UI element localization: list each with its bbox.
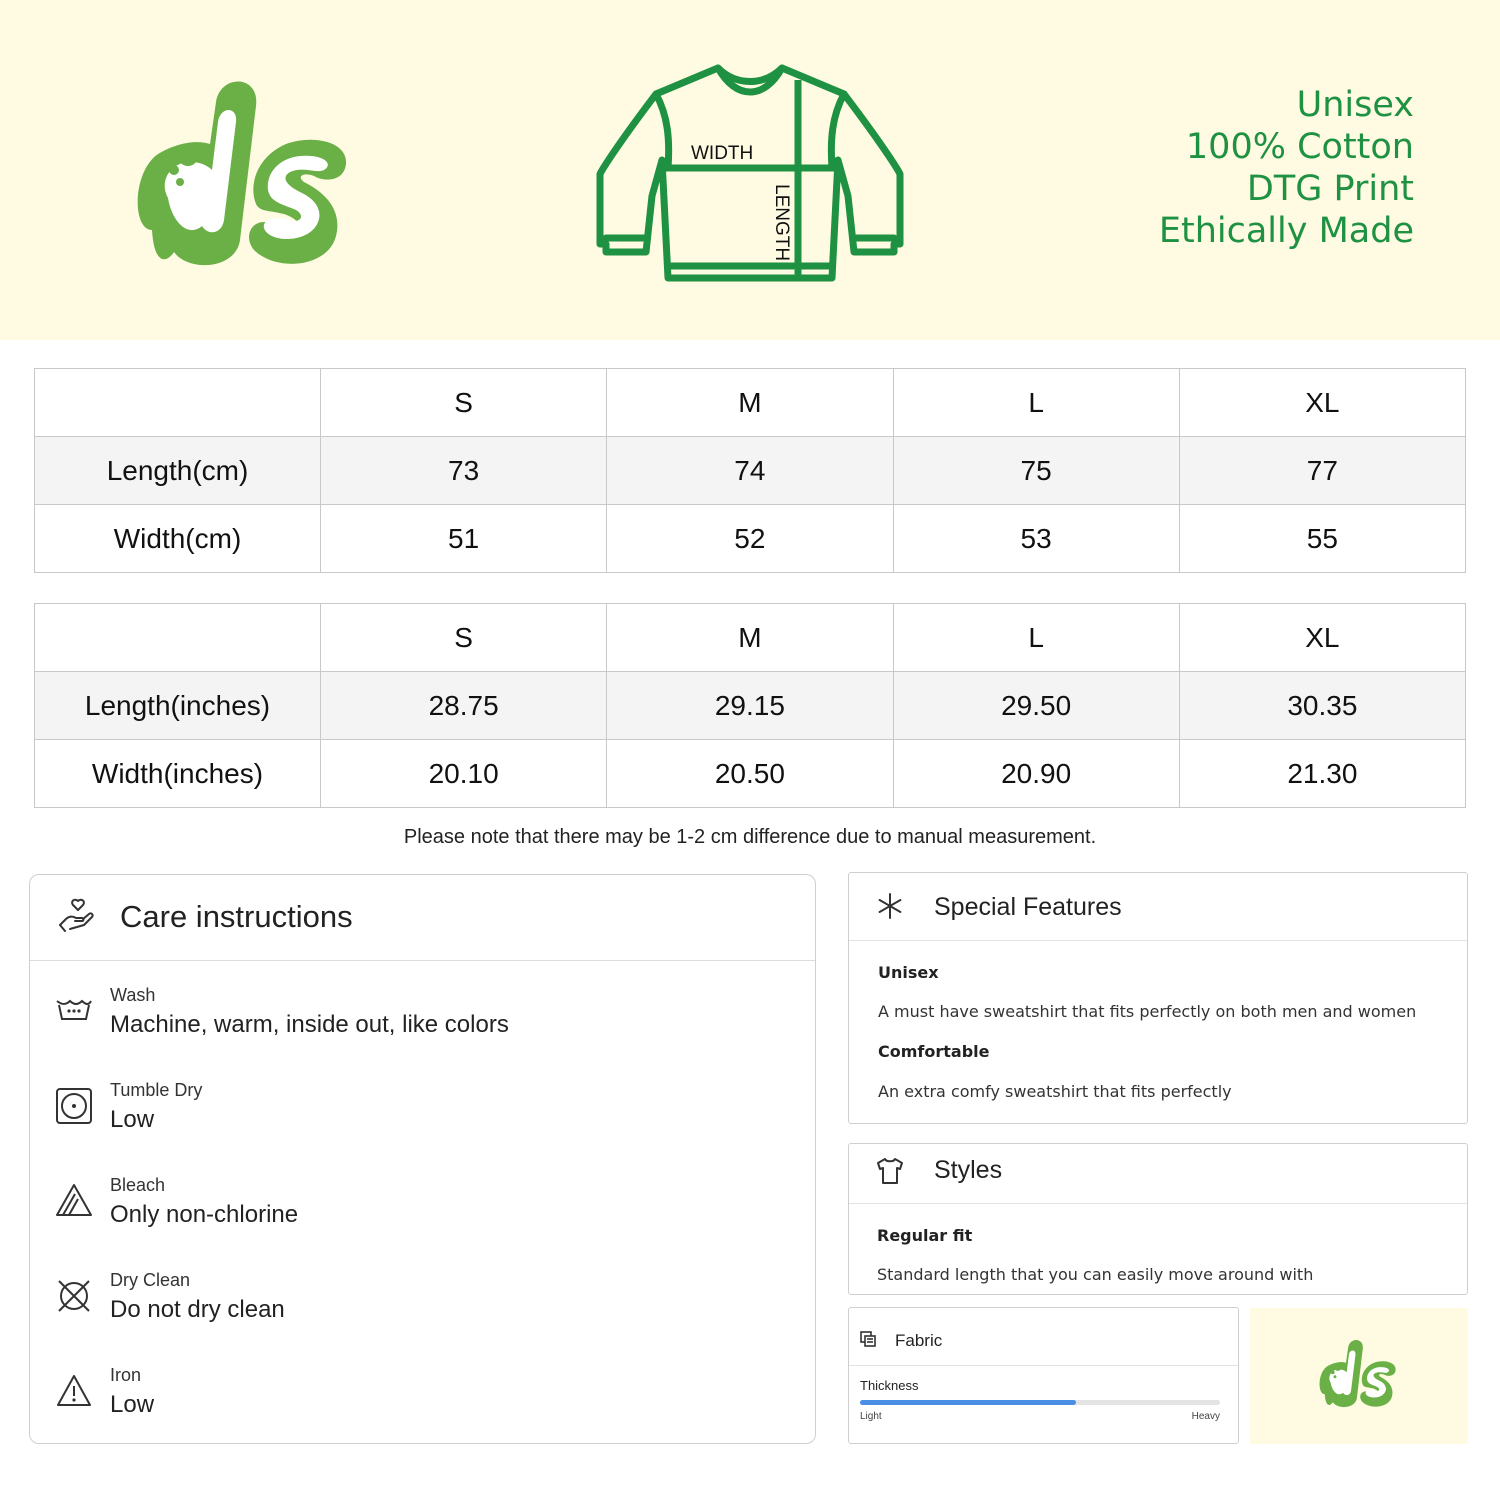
feature-line: 100% Cotton	[1185, 127, 1414, 167]
table-header-row	[35, 369, 1466, 437]
feature-desc: An extra comfy sweatshirt that fits perfectly	[878, 1082, 1232, 1101]
care-label: Tumble Dry	[110, 1080, 203, 1100]
feature-title: Comfortable	[878, 1042, 990, 1061]
special-title: Special Features	[934, 893, 1122, 921]
care-label: Wash	[110, 985, 156, 1005]
feature-line: DTG Print	[1246, 169, 1414, 209]
table-cell: 53	[893, 505, 1179, 573]
table-cell: 21.30	[1179, 740, 1465, 808]
styles-panel	[848, 1143, 1468, 1295]
measurement-note: Please note that there may be 1-2 cm difference due to manual measurement.	[403, 826, 1097, 848]
table-cell: 77	[1179, 437, 1465, 505]
no-dry-clean-icon	[54, 1276, 94, 1316]
care-item-tumble-dry	[30, 1080, 815, 1160]
size-table-cm	[34, 368, 1466, 573]
care-item-wash	[30, 985, 815, 1065]
row-label: Width(inches)	[35, 740, 321, 808]
care-item-iron	[30, 1365, 815, 1445]
fit-title: Regular fit	[877, 1226, 973, 1245]
table-cell: 74	[607, 437, 893, 505]
table-cell: 52	[607, 505, 893, 573]
size-header: XL	[1179, 604, 1465, 672]
length-label: LENGTH	[771, 184, 792, 262]
size-header: L	[893, 604, 1179, 672]
care-label: Dry Clean	[110, 1270, 191, 1290]
table-cell: 51	[321, 505, 607, 573]
ds-logo-small	[1316, 1336, 1400, 1412]
fabric-title: Fabric	[895, 1331, 943, 1350]
care-label: Iron	[110, 1365, 142, 1385]
layers-icon	[859, 1330, 879, 1350]
care-value: Do not dry clean	[110, 1296, 285, 1323]
header-banner	[0, 0, 1500, 340]
care-value: Only non-chlorine	[110, 1201, 299, 1228]
thickness-min-label: Light	[860, 1411, 882, 1422]
table-cell: 73	[321, 437, 607, 505]
table-header-row	[35, 604, 1466, 672]
table-cell: 29.15	[607, 672, 893, 740]
care-label: Bleach	[110, 1175, 166, 1195]
care-value: Low	[110, 1106, 155, 1133]
care-title: Care instructions	[120, 899, 353, 934]
care-value: Machine, warm, inside out, like colors	[110, 1011, 509, 1038]
table-row	[35, 672, 1466, 740]
table-cell: 30.35	[1179, 672, 1465, 740]
thickness-fill	[860, 1400, 1076, 1405]
table-cell: 55	[1179, 505, 1465, 573]
care-header	[30, 875, 815, 961]
table-row	[35, 437, 1466, 505]
ds-logo	[128, 72, 358, 277]
bleach-triangle-icon	[54, 1181, 94, 1221]
table-cell: 20.10	[321, 740, 607, 808]
table-cell: 28.75	[321, 672, 607, 740]
care-value: Low	[110, 1391, 155, 1418]
row-label: Length(inches)	[35, 672, 321, 740]
width-label: WIDTH	[691, 143, 754, 164]
size-header: L	[893, 369, 1179, 437]
styles-header	[849, 1144, 1467, 1204]
tshirt-icon	[875, 1156, 905, 1186]
size-header: S	[321, 369, 607, 437]
table-cell: 75	[893, 437, 1179, 505]
feature-title: Unisex	[878, 963, 939, 982]
row-label: Length(cm)	[35, 437, 321, 505]
size-header: XL	[1179, 369, 1465, 437]
row-label: Width(cm)	[35, 505, 321, 573]
styles-title: Styles	[934, 1156, 1003, 1184]
special-header	[849, 873, 1467, 941]
table-cell: 20.90	[893, 740, 1179, 808]
fabric-header	[849, 1308, 1238, 1366]
table-cell: 20.50	[607, 740, 893, 808]
asterisk-icon	[875, 891, 905, 921]
fit-desc: Standard length that you can easily move around with	[877, 1265, 1314, 1284]
product-features-list	[1159, 84, 1414, 252]
care-item-bleach	[30, 1175, 815, 1255]
table-corner-cell	[35, 604, 321, 672]
sweatshirt-diagram	[590, 56, 910, 296]
care-item-dry-clean	[30, 1270, 815, 1350]
thickness-label: Thickness	[860, 1378, 919, 1393]
table-row	[35, 505, 1466, 573]
iron-icon	[54, 1371, 94, 1411]
feature-desc: A must have sweatshirt that fits perfectly on both men and women	[878, 1002, 1417, 1021]
table-row	[35, 740, 1466, 808]
size-table-inches	[34, 603, 1466, 808]
tumble-dry-icon	[54, 1086, 94, 1126]
table-corner-cell	[35, 369, 321, 437]
thickness-max-label: Heavy	[1191, 1411, 1220, 1422]
wash-tub-icon	[54, 991, 94, 1031]
feature-line: Unisex	[1296, 85, 1414, 125]
size-header: S	[321, 604, 607, 672]
special-features-panel	[848, 872, 1468, 1124]
thickness-track	[860, 1400, 1220, 1405]
logo-tile	[1250, 1308, 1468, 1444]
care-instructions-panel	[29, 874, 816, 1444]
size-header: M	[607, 604, 893, 672]
table-cell: 29.50	[893, 672, 1179, 740]
size-header: M	[607, 369, 893, 437]
hand-heart-icon	[56, 897, 96, 937]
feature-line: Ethically Made	[1158, 211, 1414, 251]
fabric-panel	[848, 1307, 1239, 1444]
